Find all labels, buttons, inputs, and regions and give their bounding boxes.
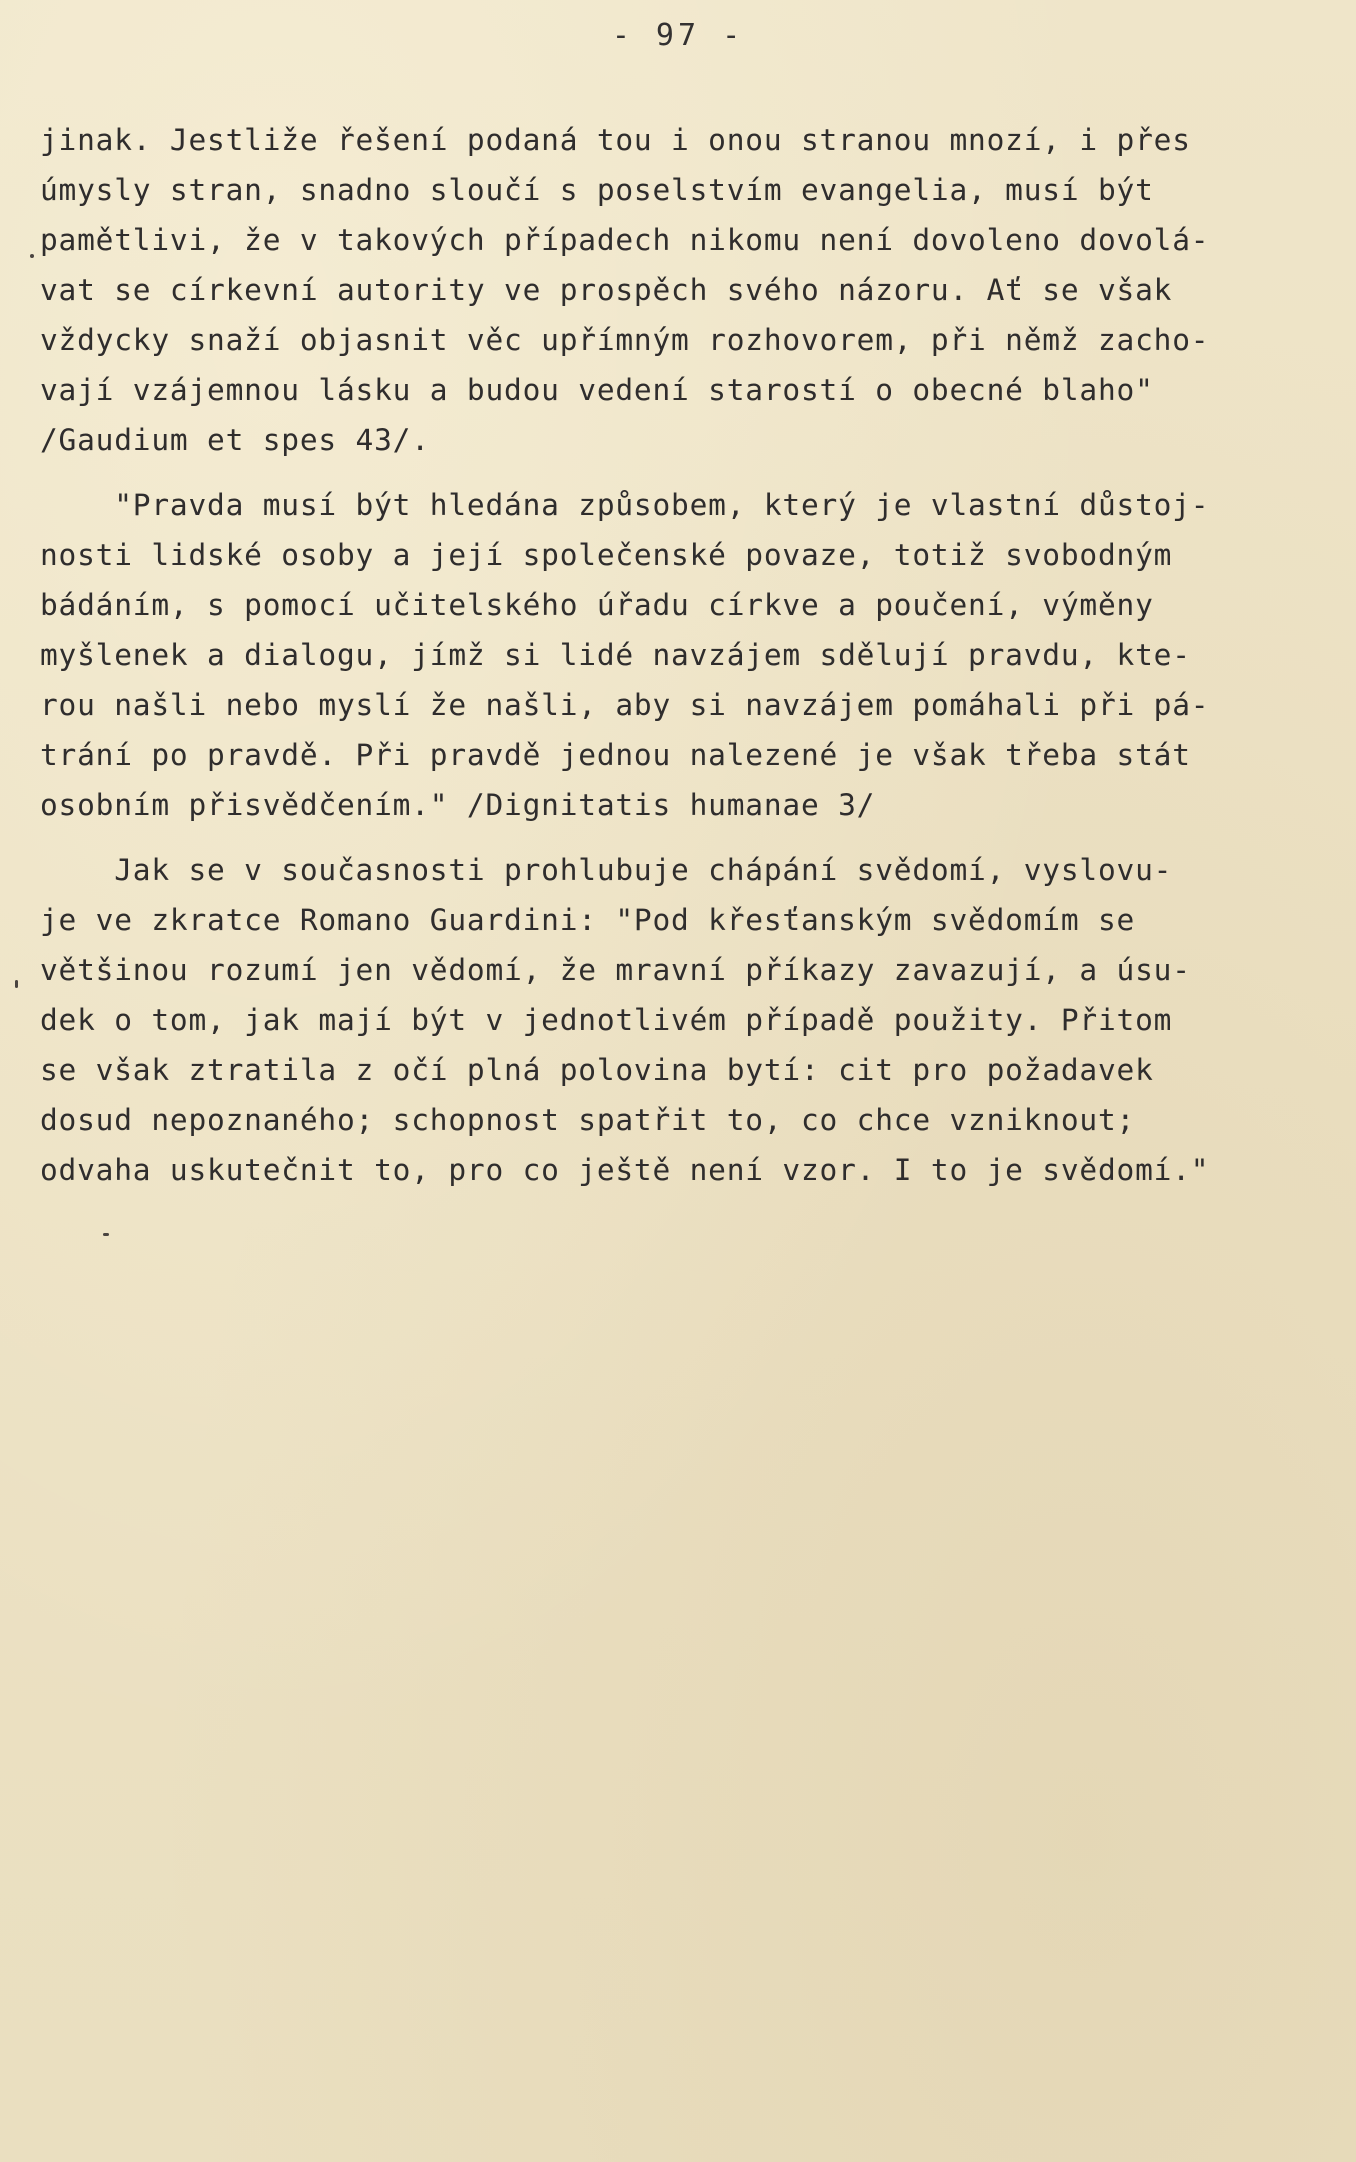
text-line: většinou rozumí jen vědomí, že mravní příkazy zavazují, a úsu-	[40, 953, 1191, 987]
text-line: Jak se v současnosti prohlubuje chápání svědomí, vyslovu-	[40, 853, 1173, 887]
text-line: bádáním, s pomocí učitelského úřadu církve a poučení, výměny	[40, 588, 1154, 622]
paper-speck	[103, 1233, 109, 1236]
text-line: vždycky snaží objasnit věc upřímným rozhovorem, při němž zacho-	[40, 323, 1210, 357]
text-line: dek o tom, jak mají být v jednotlivém případě použity. Přitom	[40, 1003, 1173, 1037]
text-line: myšlenek a dialogu, jímž si lidé navzájem sdělují pravdu, kte-	[40, 638, 1191, 672]
text-line: jinak. Jestliže řešení podaná tou i onou stranou mnozí, i přes	[40, 123, 1191, 157]
text-line: osobním přisvědčením." /Dignitatis humanae 3/	[40, 788, 876, 822]
text-line: "Pravda musí být hledána způsobem, který je vlastní důstoj-	[40, 488, 1210, 522]
paper-speck	[15, 980, 18, 988]
text-line: je ve zkratce Romano Guardini: "Pod křesťanským svědomím se	[40, 903, 1136, 937]
text-line: úmysly stran, snadno sloučí s poselstvím evangelia, musí být	[40, 173, 1154, 207]
text-line: /Gaudium et spes 43/.	[40, 423, 430, 457]
text-line: rou našli nebo myslí že našli, aby si navzájem pomáhali při pá-	[40, 688, 1210, 722]
text-line: trání po pravdě. Při pravdě jednou nalezené je však třeba stát	[40, 738, 1191, 772]
text-line: odvaha uskutečnit to, pro co ještě není vzor. I to je svědomí."	[40, 1153, 1210, 1187]
text-line: dosud nepoznaného; schopnost spatřit to, co chce vzniknout;	[40, 1103, 1136, 1137]
text-line: vají vzájemnou lásku a budou vedení starostí o obecné blaho"	[40, 373, 1154, 407]
page-number: - 97 -	[611, 18, 745, 53]
text-line: nosti lidské osoby a její společenské povaze, totiž svobodným	[40, 538, 1173, 572]
text-line: vat se církevní autority ve prospěch svého názoru. Ať se však	[40, 273, 1173, 307]
text-line: se však ztratila z očí plná polovina bytí: cit pro požadavek	[40, 1053, 1154, 1087]
text-line: pamětlivi, že v takových případech nikomu není dovoleno dovolá-	[40, 223, 1210, 257]
paper-speck	[30, 254, 34, 258]
